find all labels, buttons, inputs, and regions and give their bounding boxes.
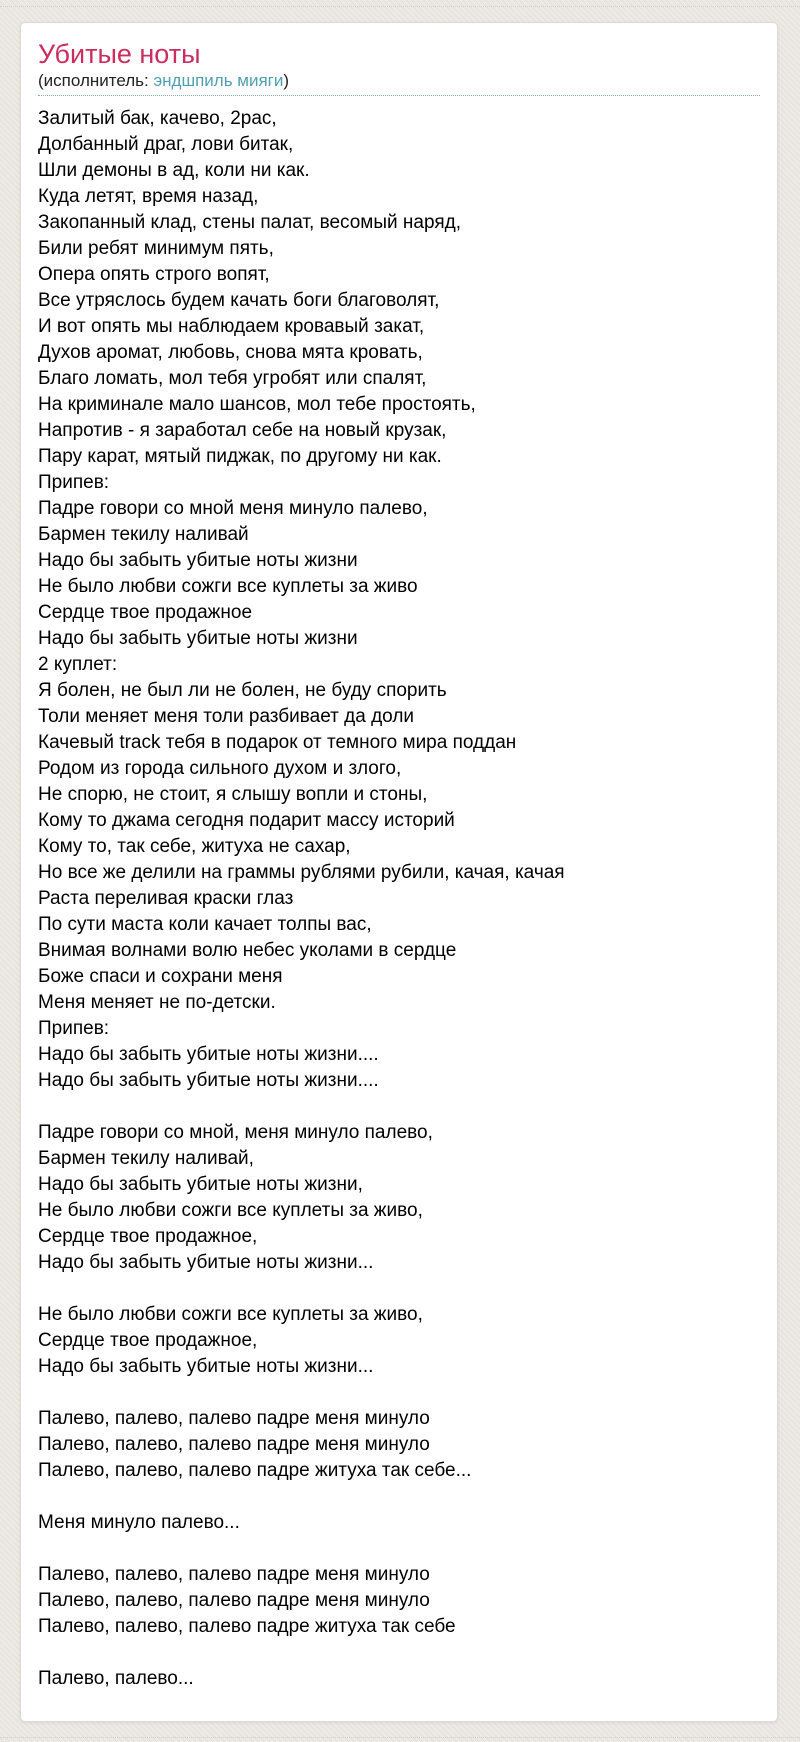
lyric-line: Палево, палево, палево падре житуха так себе...: [38, 1460, 472, 1481]
lyric-line: Сердце твое продажное: [38, 602, 253, 623]
lyric-line: Палево, палево, палево падре меня минуло: [38, 1408, 430, 1429]
lyric-line: Залитый бак, качево, 2pac,: [38, 108, 277, 129]
lyric-line: [38, 1276, 760, 1302]
lyric-line: [38, 1536, 760, 1562]
lyric-line: Я болен, не был ли не болен, не буду спорить: [38, 680, 447, 701]
lyric-line: На криминале мало шансов, мол тебе простоять,: [38, 394, 476, 415]
lyric-line: Надо бы забыть убитые ноты жизни....: [38, 1070, 379, 1091]
lyric-line: Раста переливая краски глаз: [38, 888, 294, 909]
lyric-line: Меня меняет не по-детски.: [38, 992, 276, 1013]
lyric-line: Надо бы забыть убитые ноты жизни....: [38, 1044, 379, 1065]
lyric-line: Не было любви сожги все куплеты за живо,: [38, 1200, 423, 1221]
artist-link[interactable]: эндшпиль мияги: [153, 71, 284, 90]
lyric-line: Припев:: [38, 1018, 110, 1039]
lyric-line: Шли демоны в ад, коли ни как.: [38, 160, 310, 181]
lyric-line: Меня минуло палево...: [38, 1512, 240, 1533]
lyric-line: Сердце твое продажное,: [38, 1330, 258, 1351]
lyric-line: Надо бы забыть убитые ноты жизни,: [38, 1174, 363, 1195]
lyric-line: Палево, палево, палево падре меня минуло: [38, 1590, 430, 1611]
lyric-line: Палево, палево, палево падре житуха так себе: [38, 1616, 456, 1637]
lyric-line: Куда летят, время назад,: [38, 186, 259, 207]
lyric-line: Но все же делили на граммы рублями рубили, качая, качая: [38, 862, 565, 883]
lyric-line: Палево, палево...: [38, 1668, 194, 1689]
lyric-line: Надо бы забыть убитые ноты жизни: [38, 550, 358, 571]
lyrics-card: [20, 22, 778, 1722]
lyric-line: Били ребят минимум пять,: [38, 238, 274, 259]
lyric-line: [38, 1640, 760, 1666]
lyric-line: Припев:: [38, 472, 110, 493]
lyric-line: И вот опять мы наблюдаем кровавый закат,: [38, 316, 425, 337]
artist-label: (исполнитель:: [38, 71, 149, 90]
lyric-line: Не было любви сожги все куплеты за живо,: [38, 1304, 423, 1325]
lyric-line: Опера опять строго вопят,: [38, 264, 270, 285]
lyric-line: Внимая волнами волю небес уколами в сердце: [38, 940, 457, 961]
lyric-line: Пару карат, мятый пиджак, по другому ни как.: [38, 446, 442, 467]
lyric-line: Все утряслось будем качать боги благоволят,: [38, 290, 440, 311]
lyric-line: Надо бы забыть убитые ноты жизни: [38, 628, 358, 649]
lyric-line: Сердце твое продажное,: [38, 1226, 258, 1247]
lyric-line: Благо ломать, мол тебя угробят или спалят,: [38, 368, 427, 389]
lyric-line: Родом из города сильного духом и злого,: [38, 758, 402, 779]
lyric-line: Не было любви сожги все куплеты за живо: [38, 576, 418, 597]
lyric-line: Кому то джама сегодня подарит массу историй: [38, 810, 455, 831]
lyric-line: Палево, палево, палево падре меня минуло: [38, 1434, 430, 1455]
lyric-line: Долбанный драг, лови битак,: [38, 134, 294, 155]
lyric-line: Бармен текилу наливай,: [38, 1148, 254, 1169]
lyric-line: 2 куплет:: [38, 654, 118, 675]
lyric-line: По сути маста коли качает толпы вас,: [38, 914, 372, 935]
artist-line: [38, 71, 760, 96]
lyric-line: Надо бы забыть убитые ноты жизни...: [38, 1252, 374, 1273]
lyric-line: [38, 1094, 760, 1120]
lyric-line: Не спорю, не стоит, я слышу вопли и стоны,: [38, 784, 428, 805]
lyric-line: Качевый track тебя в подарок от темного мира поддан: [38, 732, 517, 753]
lyric-line: [38, 1380, 760, 1406]
lyric-line: Толи меняет меня толи разбивает да доли: [38, 706, 415, 727]
lyric-line: Закопанный клад, стены палат, весомый наряд,: [38, 212, 461, 233]
lyric-line: Падре говори со мной меня минуло палево,: [38, 498, 428, 519]
lyric-line: Напротив - я заработал себе на новый крузак,: [38, 420, 447, 441]
artist-suffix: ): [283, 71, 290, 90]
lyric-line: Палево, палево, палево падре меня минуло: [38, 1564, 430, 1585]
lyric-line: Бармен текилу наливай: [38, 524, 249, 545]
lyric-line: Кому то, так себе, житуха не сахар,: [38, 836, 351, 857]
lyric-line: Надо бы забыть убитые ноты жизни...: [38, 1356, 374, 1377]
lyric-line: Духов аромат, любовь, снова мята кровать,: [38, 342, 423, 363]
lyric-line: Падре говори со мной, меня минуло палево,: [38, 1122, 433, 1143]
lyric-line: Боже спаси и сохрани меня: [38, 966, 283, 987]
lyrics-text: [38, 106, 760, 1692]
lyric-line: [38, 1484, 760, 1510]
page-title: Убитые ноты: [38, 39, 201, 69]
